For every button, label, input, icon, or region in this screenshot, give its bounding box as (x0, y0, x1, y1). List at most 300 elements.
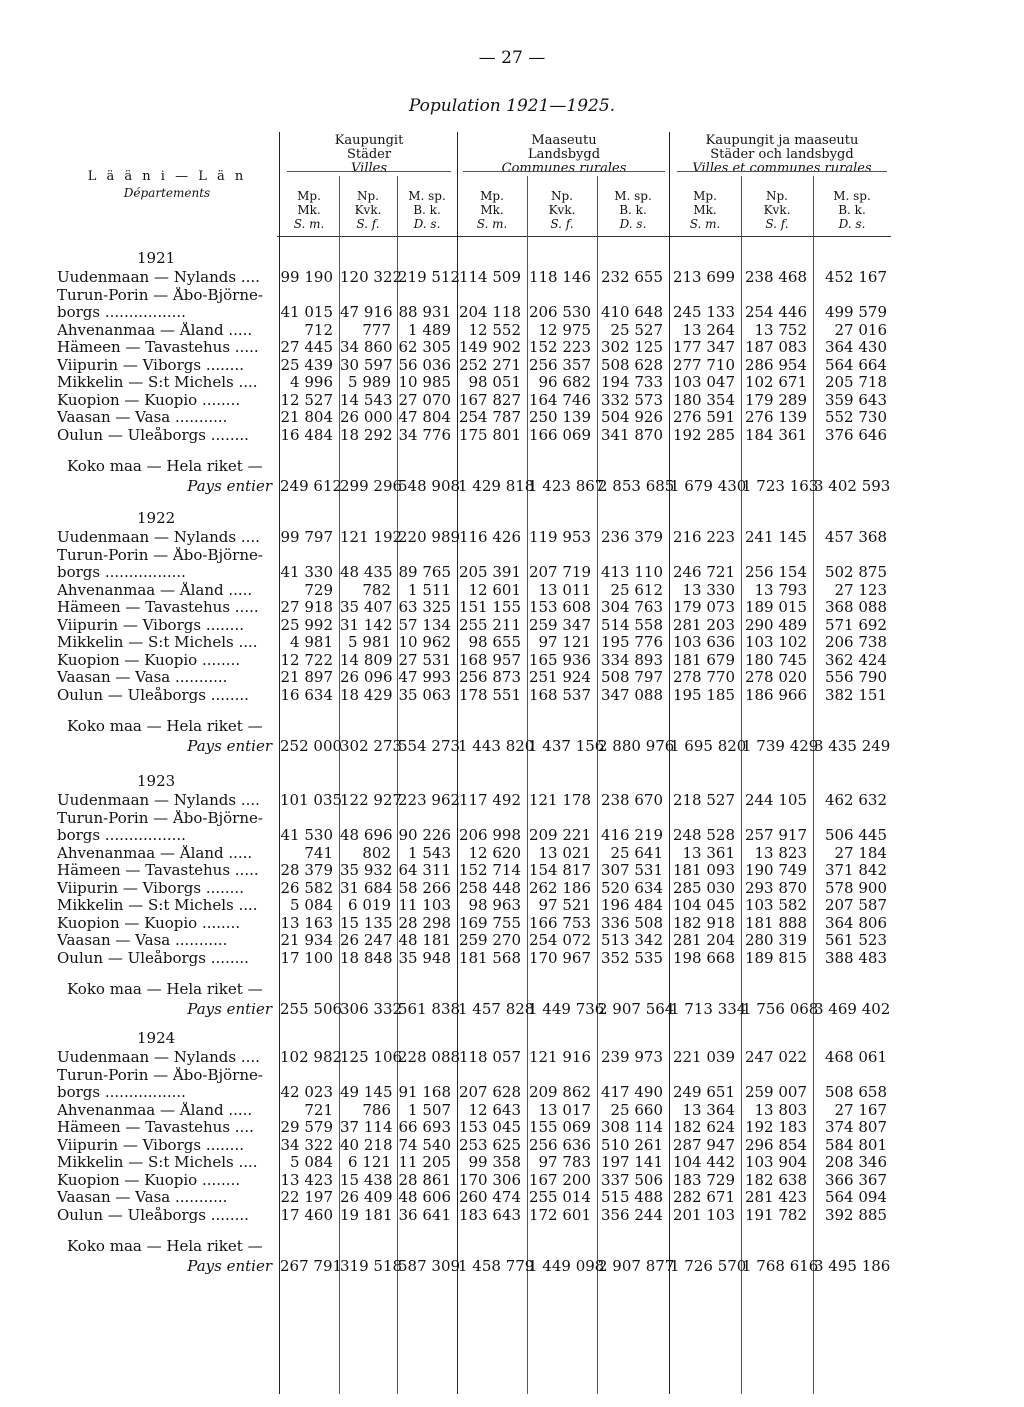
table-row (57, 810, 891, 827)
table-cell: 3 495 186 (814, 1256, 891, 1275)
region-label: Viipurin — Viborgs ........ (57, 356, 244, 374)
table-cell: 223 962 (398, 791, 461, 809)
table-row (57, 304, 891, 321)
table-cell: 213 699 (672, 268, 735, 286)
table-cell: 12 722 (280, 650, 333, 669)
table-cell: 1 489 (408, 320, 451, 339)
table-cell: 13 264 (682, 320, 735, 339)
table-cell: 183 729 (672, 1170, 735, 1189)
table-cell: 552 730 (824, 408, 887, 426)
table-cell: 376 646 (824, 425, 887, 444)
table-row (57, 357, 891, 374)
table-cell: 195 185 (672, 685, 735, 704)
table-cell: 41 015 (280, 303, 333, 321)
subheader-men: Mp. Mk. S. m. (293, 189, 325, 231)
table-cell: 187 083 (744, 338, 807, 356)
table-cell: 571 692 (824, 615, 887, 634)
table-cell: 388 483 (824, 948, 887, 967)
table-cell: 2 853 685 (598, 476, 675, 495)
year-heading: 1923 (137, 772, 176, 790)
table-cell: 189 015 (744, 598, 807, 616)
table-cell: 47 993 (398, 668, 451, 686)
table-cell: 14 809 (340, 650, 393, 669)
table-cell: 1 449 736 (528, 999, 605, 1018)
table-cell: 382 151 (824, 685, 887, 704)
table-cell: 584 801 (824, 1135, 887, 1154)
region-label: Kuopion — Kuopio ........ (57, 914, 241, 932)
region-label: Vaasan — Vasa ........... (57, 409, 228, 426)
table-cell: 97 521 (538, 896, 591, 914)
table-cell: 21 934 (280, 931, 333, 949)
table-cell: 248 528 (672, 826, 735, 844)
table-cell: 184 361 (744, 425, 807, 444)
table-cell: 332 573 (600, 390, 663, 409)
table-cell: 218 527 (672, 791, 735, 809)
header-rule (277, 236, 891, 237)
table-cell: 207 628 (458, 1083, 521, 1101)
table-cell: 121 916 (528, 1048, 591, 1066)
table-cell: 13 011 (538, 580, 591, 599)
table-row (57, 547, 891, 564)
table-cell: 508 628 (600, 355, 663, 374)
table-cell: 66 693 (398, 1118, 451, 1136)
table-cell: 304 763 (600, 598, 663, 616)
table-cell: 564 094 (824, 1188, 887, 1206)
table-row (57, 269, 891, 286)
region-label: Vaasan — Vasa ........... (57, 1189, 228, 1206)
table-cell: 62 305 (398, 338, 451, 356)
table-cell: 21 897 (280, 668, 333, 686)
table-cell: 168 957 (458, 650, 521, 669)
table-cell: 97 783 (538, 1153, 591, 1171)
table-cell: 197 141 (600, 1153, 663, 1171)
table-cell: 356 244 (600, 1205, 663, 1224)
subheader-women: Np. Kvk. S. f. (354, 189, 382, 231)
region-label: Hämeen — Tavastehus ..... (57, 339, 259, 356)
table-cell: 219 512 (398, 268, 461, 286)
total-label: Koko maa — Hela riket — (67, 1237, 263, 1255)
table-cell: 1 443 820 (458, 736, 535, 755)
table-cell: 13 364 (682, 1100, 735, 1119)
group-header-towns: Kaupungit Städer Villes (334, 133, 404, 176)
table-cell: 468 061 (824, 1048, 887, 1066)
table-cell: 777 (362, 320, 391, 339)
total-label-fr: Pays entier (187, 476, 272, 495)
table-cell: 256 357 (528, 355, 591, 374)
table-cell: 245 133 (672, 303, 735, 321)
table-cell: 221 039 (672, 1048, 735, 1066)
table-cell: 12 620 (468, 843, 521, 862)
table-cell: 35 063 (398, 685, 451, 704)
region-label: Ahvenanmaa — Åland ..... (57, 844, 253, 862)
table-cell: 186 966 (744, 685, 807, 704)
table-cell: 21 804 (280, 408, 333, 426)
total-label: Koko maa — Hela riket — (67, 980, 263, 998)
table-cell: 40 218 (340, 1135, 393, 1154)
table-cell: 413 110 (600, 563, 663, 581)
table-cell: 12 552 (468, 320, 521, 339)
table-cell: 170 306 (458, 1170, 521, 1189)
table-cell: 417 490 (600, 1083, 663, 1101)
table-cell: 1 713 334 (670, 999, 747, 1018)
region-label: Mikkelin — S:t Michels .... (57, 634, 258, 651)
table-cell: 259 007 (744, 1083, 807, 1101)
table-cell: 182 638 (744, 1170, 807, 1189)
table-cell: 180 354 (672, 390, 735, 409)
table-cell: 27 531 (398, 650, 451, 669)
total-row-label (57, 981, 891, 998)
table-cell: 236 379 (600, 528, 663, 546)
table-cell: 56 036 (398, 355, 451, 374)
table-cell: 1 768 616 (742, 1256, 819, 1275)
table-cell: 205 718 (824, 373, 887, 391)
table-cell: 1 739 429 (742, 736, 819, 755)
region-label: Hämeen — Tavastehus ..... (57, 599, 259, 616)
region-label: borgs ................. (57, 564, 186, 581)
table-cell: 116 426 (458, 528, 521, 546)
table-cell: 118 057 (458, 1048, 521, 1066)
table-cell: 104 442 (672, 1153, 735, 1171)
table-cell: 16 484 (280, 425, 333, 444)
table-cell: 48 606 (398, 1188, 451, 1206)
table-cell: 253 625 (458, 1135, 521, 1154)
table-cell: 244 105 (744, 791, 807, 809)
region-label: Kuopion — Kuopio ........ (57, 651, 241, 669)
table-cell: 336 508 (600, 913, 663, 932)
table-cell: 27 070 (398, 390, 451, 409)
table-cell: 99 358 (468, 1153, 521, 1171)
table-cell: 276 139 (744, 408, 807, 426)
table-cell: 256 154 (744, 563, 807, 581)
table-cell: 281 423 (744, 1188, 807, 1206)
table-cell: 1 726 570 (670, 1256, 747, 1275)
table-cell: 182 624 (672, 1118, 735, 1136)
table-cell: 164 746 (528, 390, 591, 409)
region-label: Vaasan — Vasa ........... (57, 932, 228, 949)
table-cell: 11 103 (398, 896, 451, 914)
table-row (57, 1049, 891, 1066)
table-cell: 255 211 (458, 615, 521, 634)
table-cell: 208 346 (824, 1153, 887, 1171)
table-cell: 37 114 (340, 1118, 393, 1136)
table-cell: 306 332 (340, 999, 403, 1018)
table-cell: 98 655 (468, 633, 521, 651)
table-cell: 259 347 (528, 615, 591, 634)
table-cell: 18 429 (340, 685, 393, 704)
table-cell: 220 989 (398, 528, 461, 546)
region-label: Oulun — Uleåborgs ........ (57, 686, 249, 704)
table-cell: 14 543 (340, 390, 393, 409)
subheader-men: Mp. Mk. S. m. (689, 189, 721, 231)
table-cell: 42 023 (280, 1083, 333, 1101)
table-row (57, 880, 891, 897)
table-cell: 190 749 (744, 861, 807, 879)
table-cell: 3 469 402 (814, 999, 891, 1018)
table-cell: 152 714 (458, 861, 521, 879)
table-cell: 102 671 (744, 373, 807, 391)
table-cell: 364 430 (824, 338, 887, 356)
table-cell: 281 203 (672, 615, 735, 634)
table-row (57, 862, 891, 879)
table-row (57, 1119, 891, 1136)
table-cell: 114 509 (458, 268, 521, 286)
subheader-women: Np. Kvk. S. f. (763, 189, 791, 231)
region-label: Mikkelin — S:t Michels .... (57, 374, 258, 391)
table-row (57, 374, 891, 391)
table-cell: 13 823 (754, 843, 807, 862)
region-header: L ä ä n i — L ä n (87, 169, 247, 184)
table-row (57, 599, 891, 616)
table-cell: 207 719 (528, 563, 591, 581)
table-cell: 25 439 (280, 355, 333, 374)
table-cell: 366 367 (824, 1170, 887, 1189)
table-cell: 167 827 (458, 390, 521, 409)
table-cell: 47 916 (340, 303, 393, 321)
total-row (57, 1258, 891, 1275)
table-cell: 25 612 (610, 580, 663, 599)
table-cell: 374 807 (824, 1118, 887, 1136)
table-cell: 362 424 (824, 650, 887, 669)
table-cell: 232 655 (600, 268, 663, 286)
table-cell: 13 793 (754, 580, 807, 599)
table-cell: 192 183 (744, 1118, 807, 1136)
table-cell: 201 103 (672, 1205, 735, 1224)
table-cell: 712 (304, 320, 333, 339)
table-cell: 192 285 (672, 425, 735, 444)
table-cell: 103 047 (672, 373, 735, 391)
table-cell: 514 558 (600, 615, 663, 634)
table-cell: 35 948 (398, 948, 451, 967)
region-label: Viipurin — Viborgs ........ (57, 616, 244, 634)
table-cell: 371 842 (824, 861, 887, 879)
region-label: Oulun — Uleåborgs ........ (57, 426, 249, 444)
table-row (57, 1207, 891, 1224)
table-cell: 169 755 (458, 913, 521, 932)
table-row (57, 617, 891, 634)
table-cell: 308 114 (600, 1118, 663, 1136)
table-cell: 49 145 (340, 1083, 393, 1101)
region-label: borgs ................. (57, 1084, 186, 1101)
table-cell: 191 782 (744, 1205, 807, 1224)
table-cell: 228 088 (398, 1048, 461, 1066)
table-cell: 165 936 (528, 650, 591, 669)
table-cell: 337 506 (600, 1170, 663, 1189)
table-cell: 98 963 (468, 896, 521, 914)
region-label: borgs ................. (57, 827, 186, 844)
region-label: Turun-Porin — Åbo-Björne- (57, 809, 263, 827)
region-label: Hämeen — Tavastehus .... (57, 1119, 254, 1136)
table-cell: 548 908 (398, 476, 461, 495)
table-cell: 257 917 (744, 826, 807, 844)
table-row (57, 529, 891, 546)
table-cell: 121 178 (528, 791, 591, 809)
table-cell: 209 221 (528, 826, 591, 844)
table-cell: 255 014 (528, 1188, 591, 1206)
group-rule (463, 171, 665, 172)
table-cell: 179 073 (672, 598, 735, 616)
table-cell: 282 671 (672, 1188, 735, 1206)
region-label: Vaasan — Vasa ........... (57, 669, 228, 686)
table-cell: 741 (304, 843, 333, 862)
table-cell: 802 (362, 843, 391, 862)
table-cell: 120 322 (340, 268, 403, 286)
total-row-label (57, 1238, 891, 1255)
table-row (57, 582, 891, 599)
table-cell: 5 989 (348, 373, 391, 391)
table-row (57, 1137, 891, 1154)
table-cell: 118 146 (528, 268, 591, 286)
table-cell: 15 135 (340, 913, 393, 932)
table-cell: 26 582 (280, 878, 333, 897)
table-cell: 96 682 (538, 373, 591, 391)
region-label: Kuopion — Kuopio ........ (57, 1171, 241, 1189)
table-cell: 278 770 (672, 668, 735, 686)
table-cell: 104 045 (672, 896, 735, 914)
table-cell: 30 597 (340, 355, 393, 374)
table-cell: 26 000 (340, 408, 393, 426)
table-cell: 302 273 (340, 736, 403, 755)
subheader-both: M. sp. B. k. D. s. (408, 189, 446, 231)
total-row-label (57, 718, 891, 735)
table-cell: 121 192 (340, 528, 403, 546)
table-cell: 251 924 (528, 668, 591, 686)
region-label: Mikkelin — S:t Michels .... (57, 897, 258, 914)
table-row (57, 1154, 891, 1171)
table-cell: 27 918 (280, 598, 333, 616)
table-cell: 194 733 (600, 373, 663, 391)
table-cell: 510 261 (600, 1135, 663, 1154)
year-heading: 1924 (137, 1029, 176, 1047)
table-cell: 207 587 (824, 896, 887, 914)
group-rule (287, 171, 451, 172)
region-label: Kuopion — Kuopio ........ (57, 391, 241, 409)
table-cell: 178 551 (458, 685, 521, 704)
table-cell: 25 992 (280, 615, 333, 634)
table-cell: 195 776 (600, 633, 663, 651)
table-cell: 307 531 (600, 861, 663, 879)
table-row (57, 687, 891, 704)
table-cell: 34 860 (340, 338, 393, 356)
table-cell: 281 204 (672, 931, 735, 949)
table-cell: 729 (304, 580, 333, 599)
table-cell: 48 696 (340, 826, 393, 844)
total-label-fr: Pays entier (187, 999, 272, 1018)
total-row (57, 738, 891, 755)
table-row (57, 652, 891, 669)
table-cell: 119 953 (528, 528, 591, 546)
table-cell: 179 289 (744, 390, 807, 409)
table-cell: 515 488 (600, 1188, 663, 1206)
table-cell: 13 423 (280, 1170, 333, 1189)
table-cell: 1 457 828 (458, 999, 535, 1018)
table-cell: 155 069 (528, 1118, 591, 1136)
table-cell: 1 756 068 (742, 999, 819, 1018)
table-cell: 6 121 (348, 1153, 391, 1171)
table-row (57, 287, 891, 304)
table-cell: 2 880 976 (598, 736, 675, 755)
table-cell: 13 021 (538, 843, 591, 862)
table-cell: 3 435 249 (814, 736, 891, 755)
table-cell: 117 492 (458, 791, 521, 809)
table-cell: 341 870 (600, 425, 663, 444)
table-row (57, 1067, 891, 1084)
page-title: Population 1921—1925. (408, 96, 616, 116)
region-label: Oulun — Uleåborgs ........ (57, 949, 249, 967)
table-cell: 287 947 (672, 1135, 735, 1154)
table-row (57, 409, 891, 426)
table-cell: 25 527 (610, 320, 663, 339)
table-cell: 17 100 (280, 948, 333, 967)
table-cell: 12 601 (468, 580, 521, 599)
table-cell: 181 568 (458, 948, 521, 967)
table-cell: 4 996 (290, 373, 333, 391)
population-table (57, 124, 891, 1394)
total-label: Koko maa — Hela riket — (67, 457, 263, 475)
table-cell: 285 030 (672, 878, 735, 897)
table-cell: 1 458 779 (458, 1256, 535, 1275)
table-cell: 556 790 (824, 668, 887, 686)
table-cell: 280 319 (744, 931, 807, 949)
table-cell: 181 679 (672, 650, 735, 669)
table-cell: 26 096 (340, 668, 393, 686)
table-row (57, 950, 891, 967)
table-cell: 2 907 877 (598, 1256, 675, 1275)
table-cell: 276 591 (672, 408, 735, 426)
table-cell: 416 219 (600, 826, 663, 844)
table-cell: 11 205 (398, 1153, 451, 1171)
table-cell: 216 223 (672, 528, 735, 546)
region-label: Turun-Porin — Åbo-Björne- (57, 286, 263, 304)
table-cell: 181 888 (744, 913, 807, 932)
table-cell: 2 907 564 (598, 999, 675, 1018)
table-cell: 278 020 (744, 668, 807, 686)
table-cell: 204 118 (458, 303, 521, 321)
table-cell: 206 998 (458, 826, 521, 844)
table-cell: 41 330 (280, 563, 333, 581)
table-cell: 506 445 (824, 826, 887, 844)
region-label: Uudenmaan — Nylands .... (57, 529, 260, 546)
table-cell: 18 848 (340, 948, 393, 967)
table-cell: 359 643 (824, 390, 887, 409)
table-cell: 196 484 (600, 896, 663, 914)
table-cell: 564 664 (824, 355, 887, 374)
table-cell: 47 804 (398, 408, 451, 426)
table-cell: 177 347 (672, 338, 735, 356)
table-cell: 98 051 (468, 373, 521, 391)
table-cell: 48 435 (340, 563, 393, 581)
table-row (57, 634, 891, 651)
table-cell: 1 511 (408, 580, 451, 599)
table-cell: 183 643 (458, 1205, 521, 1224)
table-cell: 10 985 (398, 373, 451, 391)
table-cell: 97 121 (538, 633, 591, 651)
table-row (57, 792, 891, 809)
table-cell: 10 962 (398, 633, 451, 651)
total-label-fr: Pays entier (187, 736, 272, 755)
table-cell: 41 530 (280, 826, 333, 844)
page-number: — 27 — (478, 48, 546, 68)
table-cell: 554 273 (398, 736, 461, 755)
table-cell: 252 271 (458, 355, 521, 374)
table-cell: 27 445 (280, 338, 333, 356)
table-cell: 368 088 (824, 598, 887, 616)
table-cell: 28 298 (398, 913, 451, 932)
table-cell: 31 142 (340, 615, 393, 634)
table-cell: 103 582 (744, 896, 807, 914)
table-cell: 18 292 (340, 425, 393, 444)
table-cell: 166 753 (528, 913, 591, 932)
table-cell: 63 325 (398, 598, 451, 616)
